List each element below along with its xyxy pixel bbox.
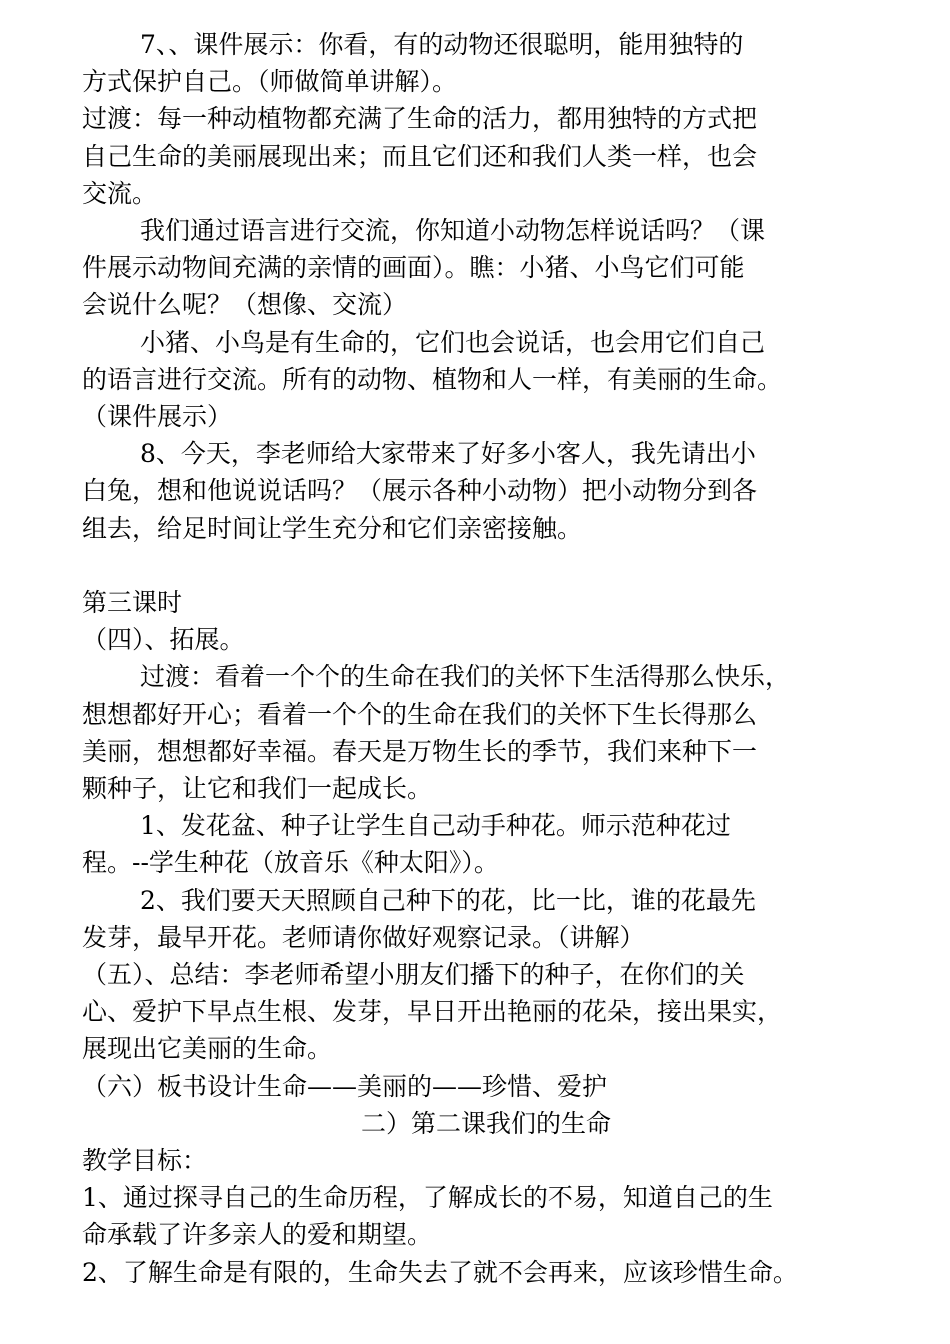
paragraph [82,1142,890,1179]
paragraph [82,26,890,100]
paragraph [82,435,890,547]
paragraph [82,1068,890,1105]
text-line: （六）板书设计生命——美丽的——珍惜、爱护 [82,1071,608,1101]
paragraph [82,1254,890,1291]
text-line: （四）、拓展。 [82,625,245,655]
paragraph [82,882,890,956]
text-line: 交流。 [82,178,158,208]
text-line: 教学目标： [82,1146,208,1176]
text-line: 颗种子，让它和我们一起成长。 [82,774,433,804]
paragraph [82,956,890,1068]
text-line: 过渡：看着一个个的生命在我们的关怀下生活得那么快乐， [140,662,791,692]
text-line: 组去，给足时间让学生充分和它们亲密接触。 [82,513,583,543]
text-line: 美丽，想想都好幸福。春天是万物生长的季节，我们来种下一 [82,736,758,766]
text-line: 2、了解生命是有限的，生命失去了就不会再来，应该珍惜生命。 [82,1257,798,1287]
text-line: 展现出它美丽的生命。 [82,1034,333,1064]
paragraph [82,658,890,807]
text-line: 命承载了许多亲人的爱和期望。 [82,1220,433,1250]
text-line: 过渡：每一种动植物都充满了生命的活力，都用独特的方式把 [82,104,758,134]
text-line: （课件展示） [82,402,233,432]
paragraph [82,584,890,621]
paragraph [82,621,890,658]
text-line: 1、发花盆、种子让学生自己动手种花。师示范种花过 [140,811,731,841]
text-line: 小猪、小鸟是有生命的，它们也会说话，也会用它们自己 [140,327,766,357]
text-line: 的语言进行交流。所有的动物、植物和人一样，有美丽的生命。 [82,364,783,394]
text-line: 心、爱护下早点生根、发芽，早日开出艳丽的花朵，接出果实， [82,997,783,1027]
text-line: 发芽，最早开花。老师请你做好观察记录。（讲解） [82,922,645,952]
text-line: 自己生命的美丽展现出来；而且它们还和我们人类一样，也会 [82,141,758,171]
paragraph [82,1179,890,1253]
text-line: 程。--学生种花（放音乐《种太阳》）。 [82,848,499,878]
text-line: 8、今天，李老师给大家带来了好多小客人，我先请出小 [140,439,756,469]
paragraph [82,324,890,436]
paragraph [82,1105,890,1142]
paragraph [82,807,890,881]
text-line: 会说什么呢？（想像、交流） [82,290,408,320]
text-line: 白兔，想和他说说话吗？（展示各种小动物）把小动物分到各 [82,476,758,506]
text-line: 二）第二课我们的生命 [360,1108,611,1138]
blank-line [82,547,890,584]
document-page [82,26,890,1291]
text-line: 我们通过语言进行交流，你知道小动物怎样说话吗？（课 [140,216,766,246]
text-line: 7、、课件展示：你看，有的动物还很聪明，能用独特的 [140,30,744,59]
text-line: 想想都好开心；看着一个个的生命在我们的关怀下生长得那么 [82,699,758,729]
text-line: 件展示动物间充满的亲情的画面）。瞧：小猪、小鸟它们可能 [82,253,745,283]
text-line: （五）、总结：李老师希望小朋友们播下的种子，在你们的关 [82,960,745,990]
text-line: 1、通过探寻自己的生命历程，了解成长的不易，知道自己的生 [82,1183,773,1213]
text-line: 方式保护自己。（师做简单讲解）。 [82,67,458,97]
paragraph [82,100,890,212]
text-line: 第三课时 [82,588,183,618]
text-line: 2、我们要天天照顾自己种下的花，比一比，谁的花最先 [140,885,756,915]
paragraph [82,212,890,324]
